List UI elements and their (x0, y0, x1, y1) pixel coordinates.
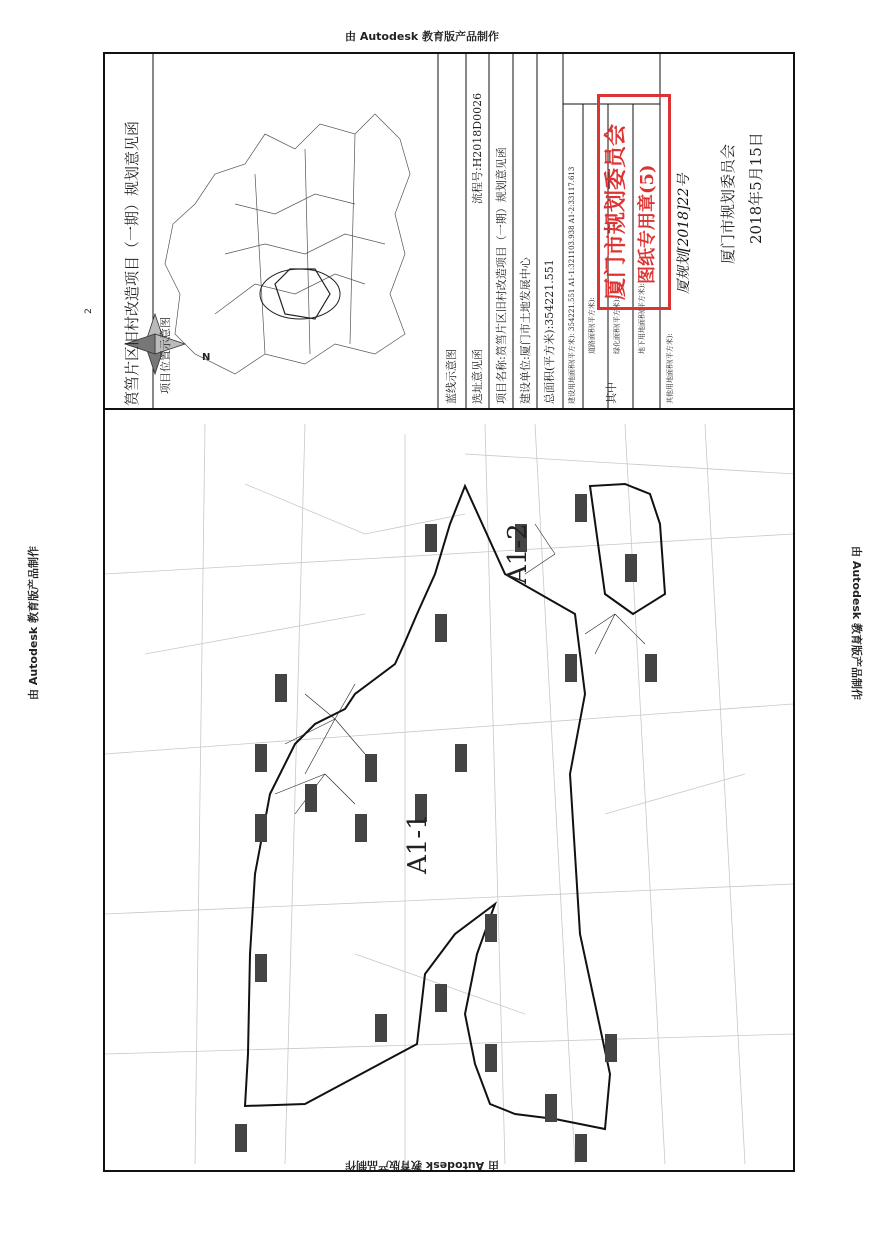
parcel-label-a1-1: A1-1 (403, 813, 433, 874)
page-number: 2 (83, 308, 94, 314)
base-map-lines (105, 424, 793, 1164)
builder: 建设单位:厦门市土地发展中心 (519, 257, 532, 404)
other-area: 其他用地面积(平方米): (666, 333, 674, 404)
drawing-frame (103, 52, 795, 1172)
total-area: 总面积(平方米):354221.551 (543, 259, 556, 404)
green-area: 绿化面积(平方米): (613, 297, 621, 354)
parcel-boundary-a1-2 (590, 484, 665, 614)
flow-number: 流程号:H2018D0026 (471, 92, 484, 204)
parcel-label-a1-2: A1-2 (503, 523, 533, 584)
location-map (165, 114, 410, 374)
of-which-label: 其中 (605, 382, 618, 404)
handwritten-note: 厦规划[2018]22号 (676, 173, 692, 294)
watermark-right: 由 Autodesk 教育版产品制作 (850, 545, 864, 701)
watermark-bottom: 由 Autodesk 教育版产品制作 (345, 1159, 500, 1172)
watermark-top: 由 Autodesk 教育版产品制作 (345, 30, 500, 43)
location-map-label: 项目位置示意图 (159, 317, 172, 394)
stamp-line1: 厦门市规划委员会 (603, 123, 629, 300)
signature-org: 厦门市规划委员会 (719, 143, 737, 264)
drawing-title: 筼筜片区旧村改造项目（一期）规划意见函 (123, 120, 141, 406)
project-name: 项目名称:筼筜片区旧村改造项目（一期）规划意见函 (495, 147, 508, 404)
build-land-area: 建设用地面积(平方米): 354221.551 A1-1:321103.938 A1-2:33117.613 (568, 166, 576, 404)
north-arrow-label: N (202, 352, 211, 363)
coordinate-labels (235, 494, 657, 1162)
watermark-left: 由 Autodesk 教育版产品制作 (27, 545, 41, 701)
stamp-line2: 图纸专用章(5) (637, 164, 658, 284)
doc-type: 选址意见函 (471, 349, 484, 404)
underground-area: 地下用地面积(平方米): (638, 283, 646, 354)
signature-date: 2018年5月15日 (747, 132, 765, 244)
redline-label: 蓝线示意图 (445, 349, 458, 404)
road-area: 道路面积(平方米): (588, 297, 596, 354)
